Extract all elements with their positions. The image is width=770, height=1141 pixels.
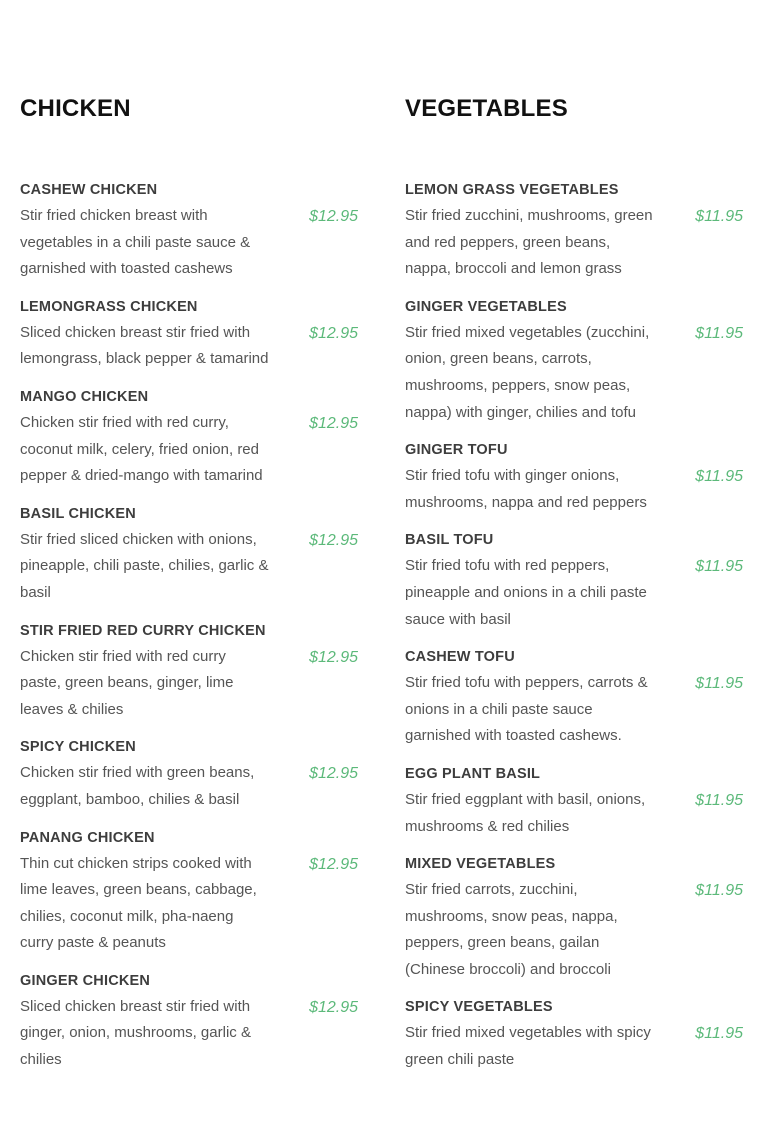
menu-item-name: CASHEW CHICKEN <box>20 182 158 198</box>
menu-item-price: $11.95 <box>695 208 743 225</box>
menu-item-price: $11.95 <box>695 468 743 486</box>
menu-item-description: Stir fried sliced chicken with onions, pineapple, chili paste, chilies, garlic & basil <box>20 530 269 601</box>
section-title: CHICKEN <box>20 95 131 122</box>
menu-item-name: SPICY VEGETABLES <box>405 999 553 1016</box>
menu-item-description: Chicken stir fried with green beans, eggplant, bamboo, chilies & basil <box>20 764 255 808</box>
menu-item-description: Stir fried zucchini, mushrooms, green and red peppers, green beans, nappa, broccoli and lemon grass <box>405 207 653 278</box>
menu-item-price: $11.95 <box>695 882 743 900</box>
menu-item-description: Sliced chicken breast stir fried with lemongrass, black pepper & tamarind <box>20 323 269 368</box>
menu-item <box>405 647 743 750</box>
menu-item-description: Thin cut chicken strips cooked with lime leaves, green beans, cabbage, chilies, coconut milk, pha-naeng curry paste & peanuts <box>20 854 257 952</box>
menu-item-description: Stir fried mixed vegetables with spicy green chili paste <box>405 1024 651 1069</box>
menu-item-name: BASIL TOFU <box>405 532 494 549</box>
menu-item <box>405 854 743 983</box>
menu-item-description: Stir fried tofu with red peppers, pineapple and onions in a chili paste sauce with basil <box>405 557 647 628</box>
menu-item-name: MIXED VEGETABLES <box>405 856 556 873</box>
menu-item <box>20 621 358 724</box>
menu-item-price: $12.95 <box>309 648 358 666</box>
menu-item-name: GINGER VEGETABLES <box>405 298 567 315</box>
menu-item-description: Sliced chicken breast stir fried with ginger, onion, mushrooms, garlic & chilies <box>20 997 251 1069</box>
menu-item <box>405 180 743 283</box>
menu-item-price: $12.95 <box>309 765 358 783</box>
menu-item-name: PANANG CHICKEN <box>20 829 155 846</box>
menu-item <box>20 828 358 957</box>
menu-item <box>405 297 743 426</box>
menu-item <box>20 737 358 813</box>
menu-item-name: LEMON GRASS VEGETABLES <box>405 182 619 198</box>
menu-item <box>20 504 358 607</box>
menu-item-name: MANGO CHICKEN <box>20 388 149 405</box>
menu-item-price: $11.95 <box>695 1025 743 1043</box>
menu-item-price: $11.95 <box>695 324 743 342</box>
menu-item-price: $11.95 <box>695 791 743 809</box>
menu-item-description: Stir fried tofu with peppers, carrots & onions in a chili paste sauce garnished with toasted cashews. <box>405 674 648 745</box>
menu-item-name: LEMONGRASS CHICKEN <box>20 298 198 315</box>
vegetables-section <box>405 92 743 1088</box>
menu-item-name: CASHEW TOFU <box>405 649 515 666</box>
menu-item-price: $12.95 <box>309 998 358 1016</box>
menu-item-name: STIR FRIED RED CURRY CHICKEN <box>20 622 266 639</box>
menu-list <box>20 180 358 1074</box>
menu-item <box>20 387 358 490</box>
menu-item-description: Stir fried eggplant with basil, onions, mushrooms & red chilies <box>405 790 646 835</box>
menu-item <box>405 440 743 516</box>
menu-item <box>405 530 743 633</box>
menu-list <box>405 180 743 1074</box>
menu-item-name: EGG PLANT BASIL <box>405 765 541 782</box>
menu-item <box>20 971 358 1074</box>
chicken-section <box>20 92 358 1088</box>
menu-item-description: Stir fried carrots, zucchini, mushrooms, snow peas, nappa, peppers, green beans, gailan (Chinese broccoli) and broccoli <box>405 881 618 978</box>
menu-item <box>405 764 743 840</box>
menu-item-price: $11.95 <box>695 558 743 576</box>
menu-item <box>20 297 358 373</box>
menu-item-description: Chicken stir fried with red curry paste, green beans, ginger, lime leaves & chilies <box>20 647 234 718</box>
menu-item <box>20 180 358 283</box>
menu-item-price: $12.95 <box>309 855 358 873</box>
menu-item-description: Chicken stir fried with red curry, coconut milk, celery, fried onion, red pepper & dried-mango with tamarind <box>20 413 263 485</box>
menu-item-name: BASIL CHICKEN <box>20 505 136 522</box>
menu-item-name: SPICY CHICKEN <box>20 739 136 756</box>
menu-item-price: $12.95 <box>309 531 358 549</box>
menu-item-description: Stir fried mixed vegetables (zucchini, onion, green beans, carrots, mushrooms, peppers, snow peas, nappa) with ginger, chilies and tofu <box>405 323 650 421</box>
section-title: VEGETABLES <box>405 95 568 122</box>
menu-item-price: $12.95 <box>309 208 358 225</box>
menu-item-name: GINGER TOFU <box>405 442 508 459</box>
menu-item-price: $12.95 <box>309 414 358 432</box>
menu-item-name: GINGER CHICKEN <box>20 972 151 989</box>
menu-item-price: $12.95 <box>309 324 358 342</box>
menu-item-description: Stir fried chicken breast with vegetables in a chili paste sauce & garnished with toasted cashews <box>20 207 251 278</box>
menu-item-description: Stir fried tofu with ginger onions, mushrooms, nappa and red peppers <box>405 467 647 511</box>
menu-item <box>405 997 743 1073</box>
menu-item-price: $11.95 <box>695 675 743 693</box>
